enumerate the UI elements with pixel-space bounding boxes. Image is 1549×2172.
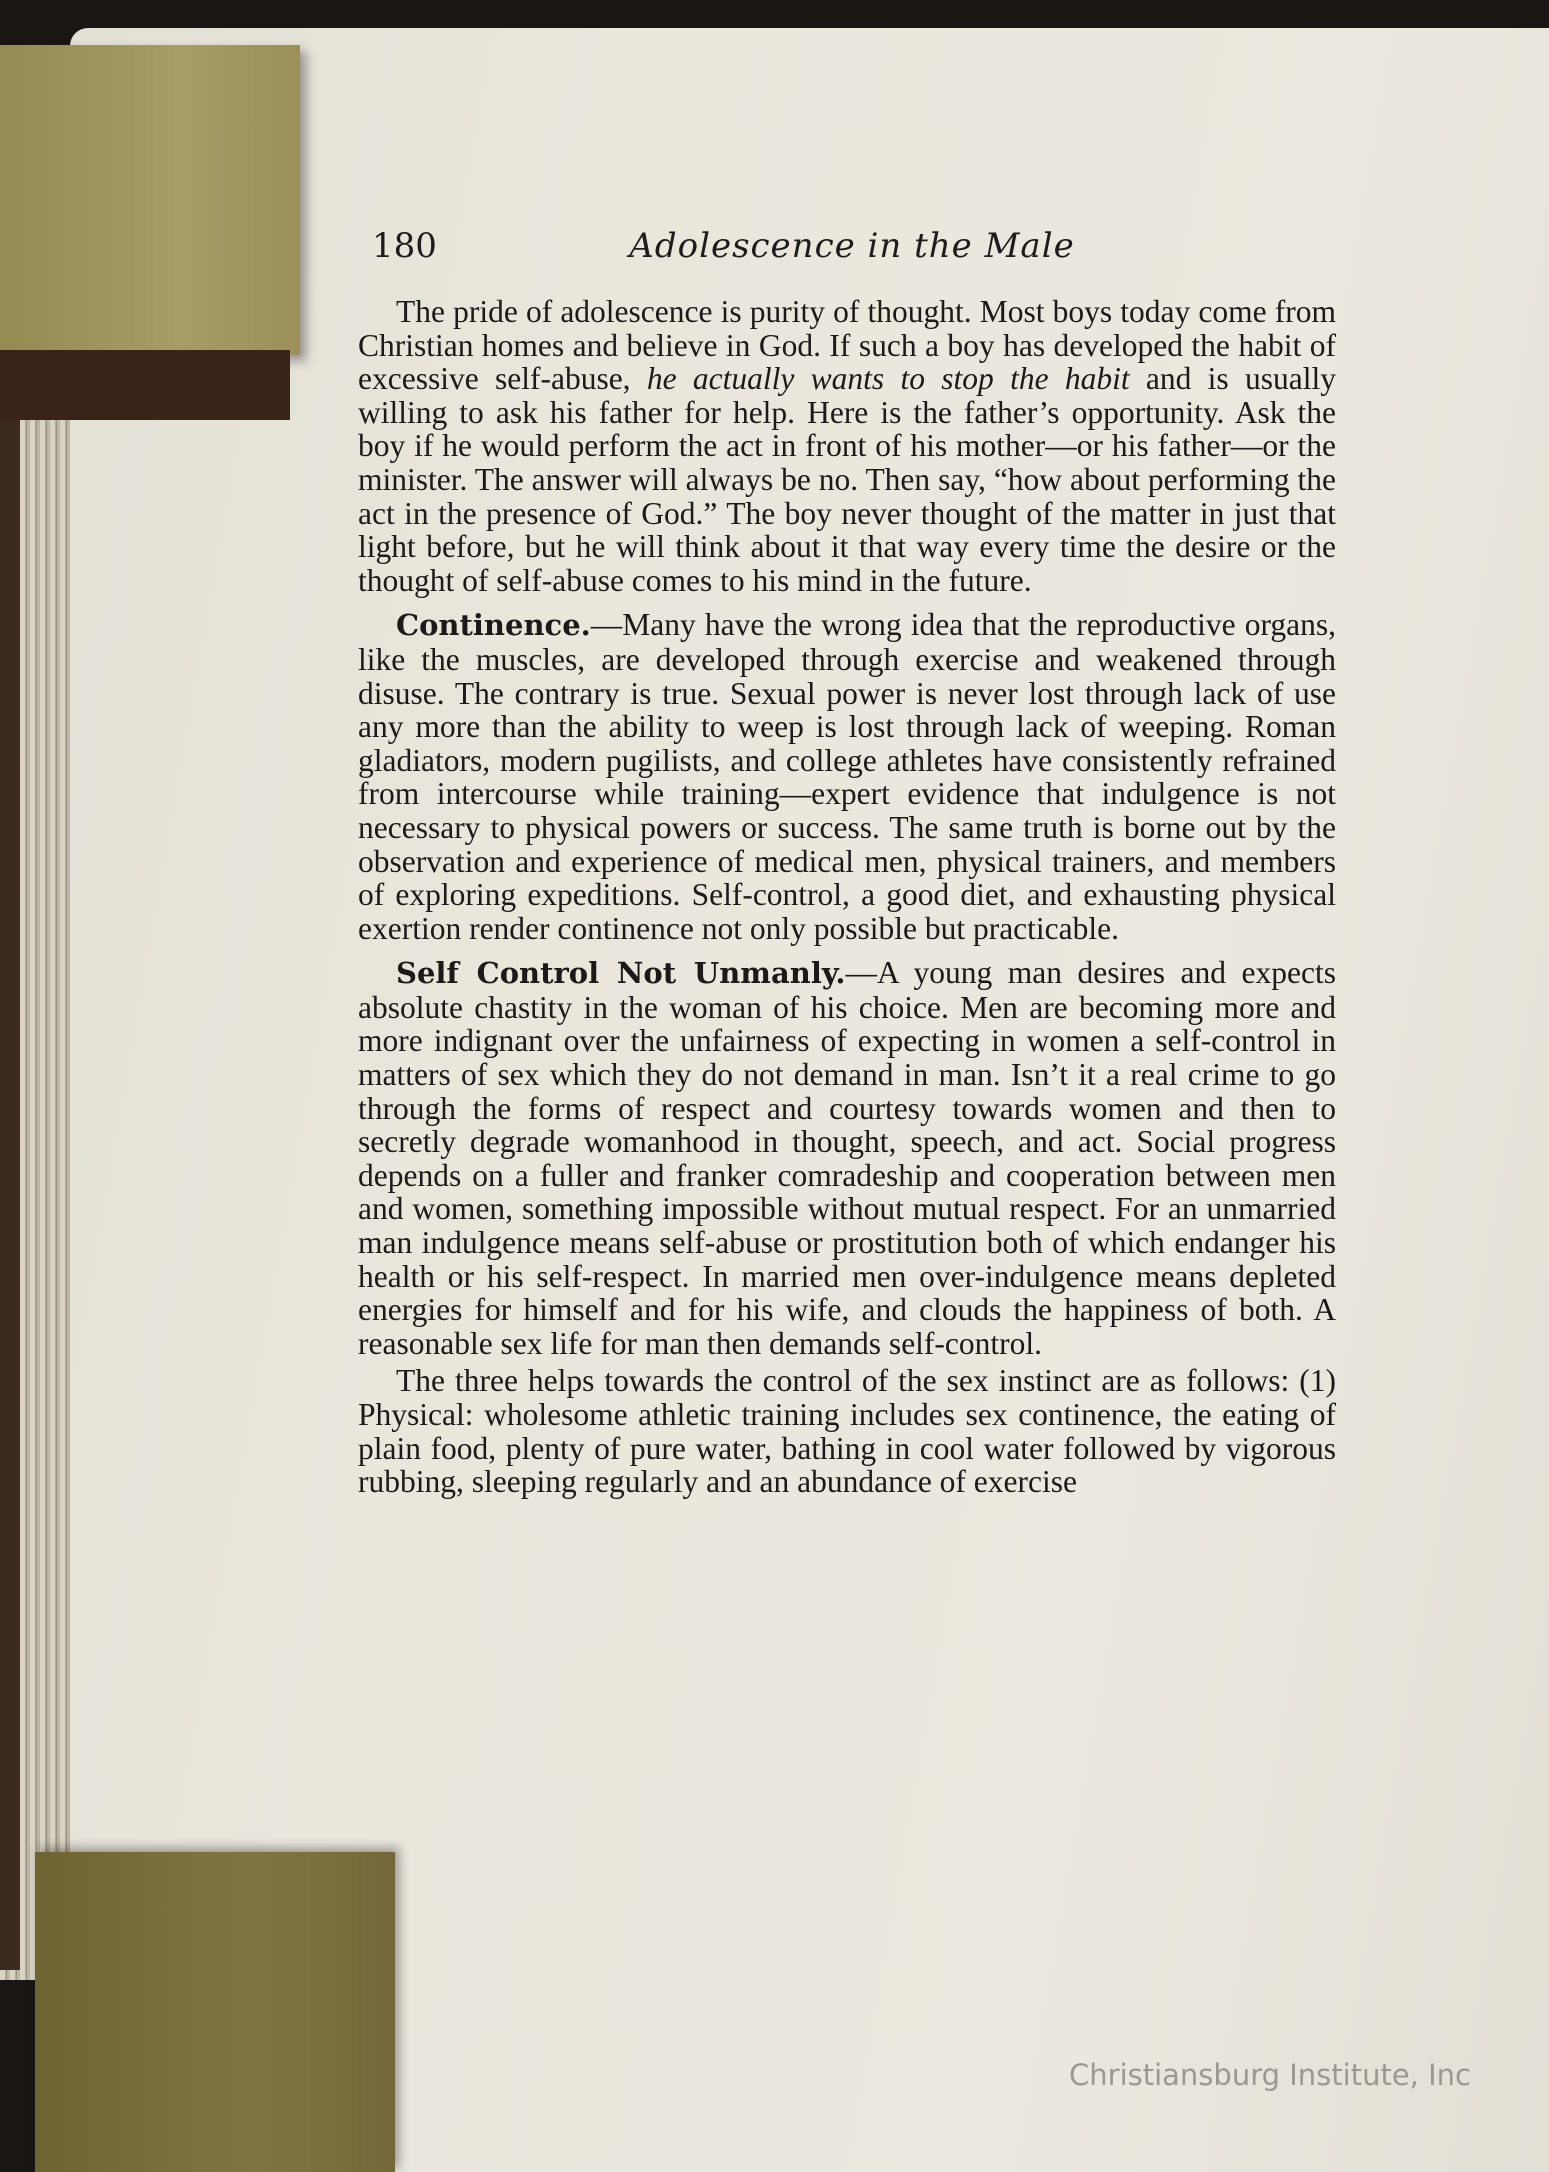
section-heading: Continence. <box>396 608 591 643</box>
binding-shadow <box>0 350 20 1970</box>
body-text <box>358 295 1336 1510</box>
paragraph-purity <box>358 295 1336 597</box>
paragraph-text: The three helps towards the control of the sex instinct are as follows: (1) Physical: wholesome athletic training includes sex continence, the eating of plain food, plenty of pure water, bathing in cool water followed by vigorous rubbing, sleeping regularly and an abundance of exercise <box>358 1363 1336 1500</box>
watermark: Christiansburg Institute, Inc <box>1069 2058 1471 2092</box>
emphasis-text: he actually wants to stop the habit <box>646 361 1130 397</box>
page-tab-bottom <box>35 1852 395 2172</box>
paragraph-text: —A young man desires and expects absolute chastity in the woman of his choice. Men are becoming more and more indignant over the unfairness of expecting in women a self-control in matters of sex which they do not demand in man. Isn’t it a real crime to go through the forms of respect and courtesy towards women and then to secretly degrade womanhood in thought, speech, and act. Social progress depends on a fuller and franker comradeship and cooperation between men and women, something impossible without mutual respect. For an unmarried man indulgence means self-abuse or prostitution both of which endanger his health or his self-respect. In married men over-indulgence means depleted energies for himself and for his wife, and clouds the happiness of both. A reasonable sex life for man then demands self-control. <box>358 955 1336 1361</box>
paragraph-text: The pride of adolescence is purity of thought. Most boys today come from Christian homes and believe in God. If such a boy has developed the habit of excessive self-abuse, <box>358 294 1336 397</box>
tab-shadow <box>0 350 290 420</box>
paragraph-text: and is usually willing to ask his father for help. Here is the father’s opportunity. Ask the boy if he would perform the act in front of his mother—or his father—or the minister. The answer will always be no. Then say, “how about performing the act in the presence of God.” The boy never thought of the matter in just that light before, but he will think about it that way every time the desire or the thought of self-abuse comes to his mind in the future. <box>358 361 1336 598</box>
paragraph-helps <box>358 1364 1336 1498</box>
page-header <box>372 226 1332 276</box>
page-tab-top <box>0 45 300 355</box>
page-number: 180 <box>372 226 437 266</box>
running-title: Adolescence in the Male <box>629 226 1075 266</box>
paragraph-text: —Many have the wrong idea that the reproductive organs, like the muscles, are developed through exercise and weakened through disuse. The contrary is true. Sexual power is never lost through lack of use any more than the ability to weep is lost through lack of weeping. Roman gladiators, modern pugilists, and college athletes have consistently refrained from intercourse while training—expert evidence that indulgence is not necessary to physical powers or success. The same truth is borne out by the observation and experience of medical men, physical trainers, and members of exploring expeditions. Self-control, a good diet, and exhausting physical exertion render continence not only possible but practicable. <box>358 607 1336 946</box>
section-heading: Self Control Not Unmanly. <box>396 956 846 991</box>
paragraph-self-control <box>358 956 1336 1360</box>
paragraph-continence <box>358 608 1336 945</box>
